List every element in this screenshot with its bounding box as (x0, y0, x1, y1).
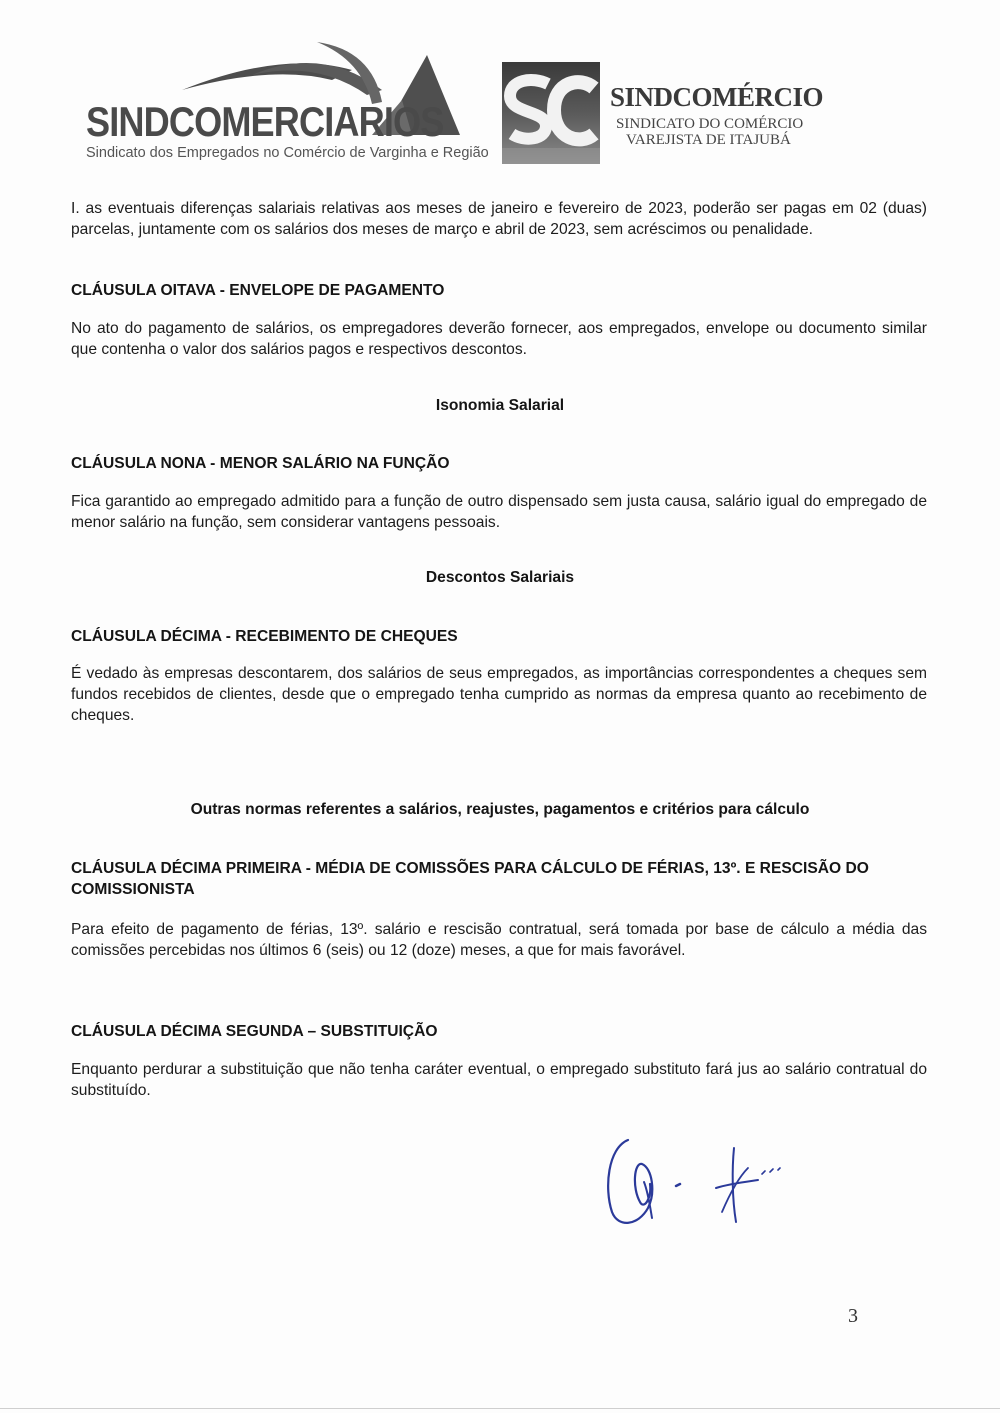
clause12-title: CLÁUSULA DÉCIMA SEGUNDA – SUBSTITUIÇÃO (71, 1023, 438, 1040)
clause11-text: Para efeito de pagamento de férias, 13º. salário e rescisão contratual, será tomada por base de cálculo a média das comissões percebidas nos últimos 6 (seis) ou 12 (doze) meses, a que for mais favorável. (71, 921, 927, 959)
sc-monogram-icon (502, 62, 600, 164)
clause9-text: Fica garantido ao empregado admitido para a função de outro dispensado sem justa causa, salário igual do empregado de menor salário na função, sem considerar vantagens pessoais. (71, 493, 927, 531)
page-number: 3 (848, 1305, 858, 1327)
clause10-text: É vedado às empresas descontarem, dos salários de seus empregados, as importâncias correspondentes a cheques sem fundos recebidos de clientes, desde que o empregado tenha cumprido as normas da empresa quanto ao recebimento de cheques. (71, 665, 927, 724)
handwritten-signature (598, 1128, 798, 1238)
clause10-title: CLÁUSULA DÉCIMA - RECEBIMENTO DE CHEQUES (71, 628, 458, 645)
clause8-text: No ato do pagamento de salários, os empregadores deverão fornecer, aos empregados, envelope ou documento similar que contenha o valor dos salários pagos e respectivos descontos. (71, 320, 927, 358)
sindcomerciarios-logo (82, 40, 489, 165)
sindcomercio-subtitle-2: VAREJISTA DE ITAJUBÁ (626, 132, 791, 148)
clause11-title: CLÁUSULA DÉCIMA PRIMEIRA - MÉDIA DE COMISSÕES PARA CÁLCULO DE FÉRIAS, 13º. E RESCISÃO DO COMISSIONISTA (71, 860, 869, 898)
bottom-edge-line (0, 1408, 1000, 1409)
clause12-text: Enquanto perdurar a substituição que não tenha caráter eventual, o empregado substituto fará jus ao salário contratual do substituído. (71, 1061, 927, 1099)
section-descontos: Descontos Salariais (425, 569, 575, 586)
clause8-title: CLÁUSULA OITAVA - ENVELOPE DE PAGAMENTO (71, 282, 445, 299)
sindcomercio-title: SINDCOMÉRCIO (610, 82, 824, 112)
item-l-paragraph: I. as eventuais diferenças salariais relativas aos meses de janeiro e fevereiro de 2023, poderão ser pagas em 02 (duas) parcelas, juntamente com os salários dos meses de março e abril de 2023, sem acréscimos ou penalidade. (71, 200, 927, 238)
sindcomercio-logo (500, 60, 870, 170)
section-isonomia: Isonomia Salarial (435, 397, 565, 414)
section-outras-normas: Outras normas referentes a salários, reajustes, pagamentos e critérios para cálculo (190, 801, 810, 818)
clause9-title: CLÁUSULA NONA - MENOR SALÁRIO NA FUNÇÃO (71, 455, 450, 472)
brand-tagline: Sindicato dos Empregados no Comércio de Varginha e Região (86, 145, 489, 161)
sindcomercio-subtitle-1: SINDICATO DO COMÉRCIO (616, 116, 804, 132)
brand-name: SINDCOMERCIARIOS (86, 98, 444, 145)
